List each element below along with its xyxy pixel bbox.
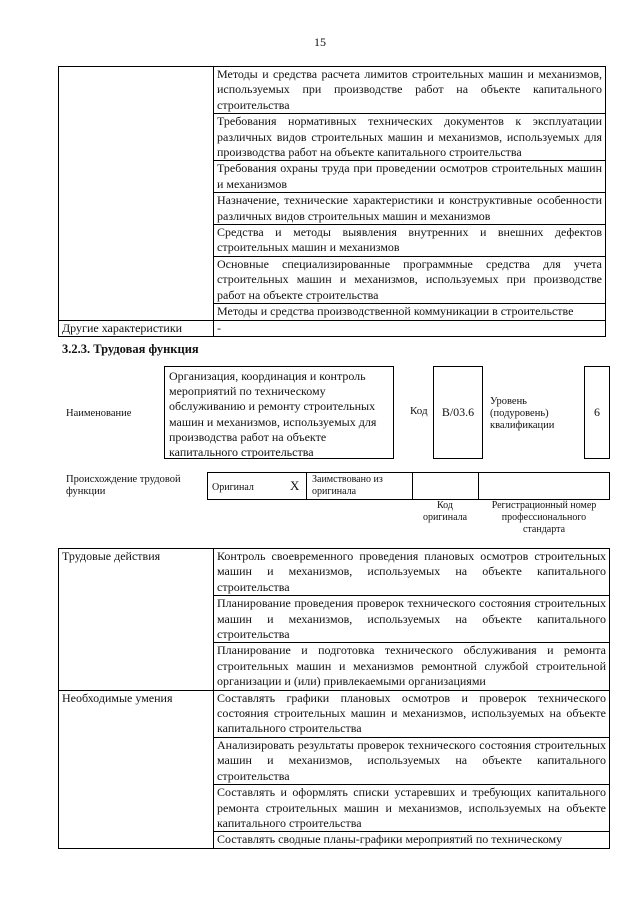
table-cell: Анализировать результаты проверок технического состояния строительных машин и механизмов, используемых на объекте капитального строительства: [214, 737, 610, 784]
code-label: Код: [410, 405, 428, 417]
row-label: Необходимые умения: [59, 690, 214, 848]
table-cell: Составлять графики плановых осмотров и проверок технического состояния строительных машин и механизмов, используемых на объекте капитального строительства: [214, 690, 610, 737]
actions-table: [58, 548, 610, 849]
code-original-caption: Код оригинала: [422, 500, 468, 523]
section-title: 3.2.3. Трудовая функция: [62, 342, 199, 356]
code-original-box: [412, 472, 479, 500]
level-value: 6: [584, 366, 610, 459]
row-label: Другие характеристики: [59, 320, 214, 336]
table-cell: -: [214, 320, 606, 336]
origin-label: Происхождение трудовой функции: [66, 474, 181, 497]
table-cell: Требования нормативных технических документов к эксплуатации различных видов строительных машин и механизмов, используемых для производства работ на объекте капитального строительства: [214, 114, 606, 161]
borrowed-label: Заимствовано из оригинала: [312, 474, 383, 497]
table-cell: Методы и средства производственной коммуникации в строительстве: [214, 304, 606, 320]
page-number: 15: [314, 35, 326, 49]
table-cell: Планирование и подготовка технического обслуживания и ремонта строительных машин и механизмов ремонтной службой строительной организации и (или) привлекаемыми организациями: [214, 643, 610, 690]
level-label: Уровень (подуровень) квалификации: [490, 396, 555, 431]
table-cell: Требования охраны труда при проведении осмотров строительных машин и механизмов: [214, 161, 606, 193]
row-label: Трудовые действия: [59, 549, 214, 691]
table-cell: Составлять сводные планы-графики мероприятий по техническому: [214, 832, 610, 848]
original-mark: X: [290, 478, 300, 493]
original-label: Оригинал: [212, 482, 254, 493]
table-cell: Методы и средства расчета лимитов строительных машин и механизмов, используемых при производстве работ на объекте капитального строительства: [214, 67, 606, 114]
code-value: B/03.6: [433, 366, 483, 459]
reg-number-caption: Регистрационный номер профессионального стандарта: [491, 500, 597, 535]
table-cell: Планирование проведения проверок технического состояния строительных машин и механизмов, используемых на объекте капитального строительства: [214, 596, 610, 643]
name-label: Наименование: [66, 408, 132, 419]
function-name: Организация, координация и контроль мероприятий по техническому обслуживанию и ремонту строительных машин и механизмов, используемых для производства работ на объекте капитального строительства: [164, 366, 394, 459]
knowledge-table: [58, 66, 606, 337]
table-cell: Составлять и оформлять списки устаревших и требующих капитального ремонта строительных машин и механизмов, используемых на объекте капитального строительства: [214, 785, 610, 832]
table-cell: Средства и методы выявления внутренних и внешних дефектов строительных машин и механизмов: [214, 225, 606, 257]
table-cell: Основные специализированные программные средства для учета строительных машин и механизмов, используемых при производстве работ на объекте строительства: [214, 256, 606, 303]
table-cell: Контроль своевременного проведения плановых осмотров строительных машин и механизмов, используемых на объекте капитального строительства: [214, 549, 610, 596]
row-label: [59, 67, 214, 321]
reg-number-box: [478, 472, 610, 500]
table-cell: Назначение, технические характеристики и конструктивные особенности различных видов строительных машин и механизмов: [214, 193, 606, 225]
